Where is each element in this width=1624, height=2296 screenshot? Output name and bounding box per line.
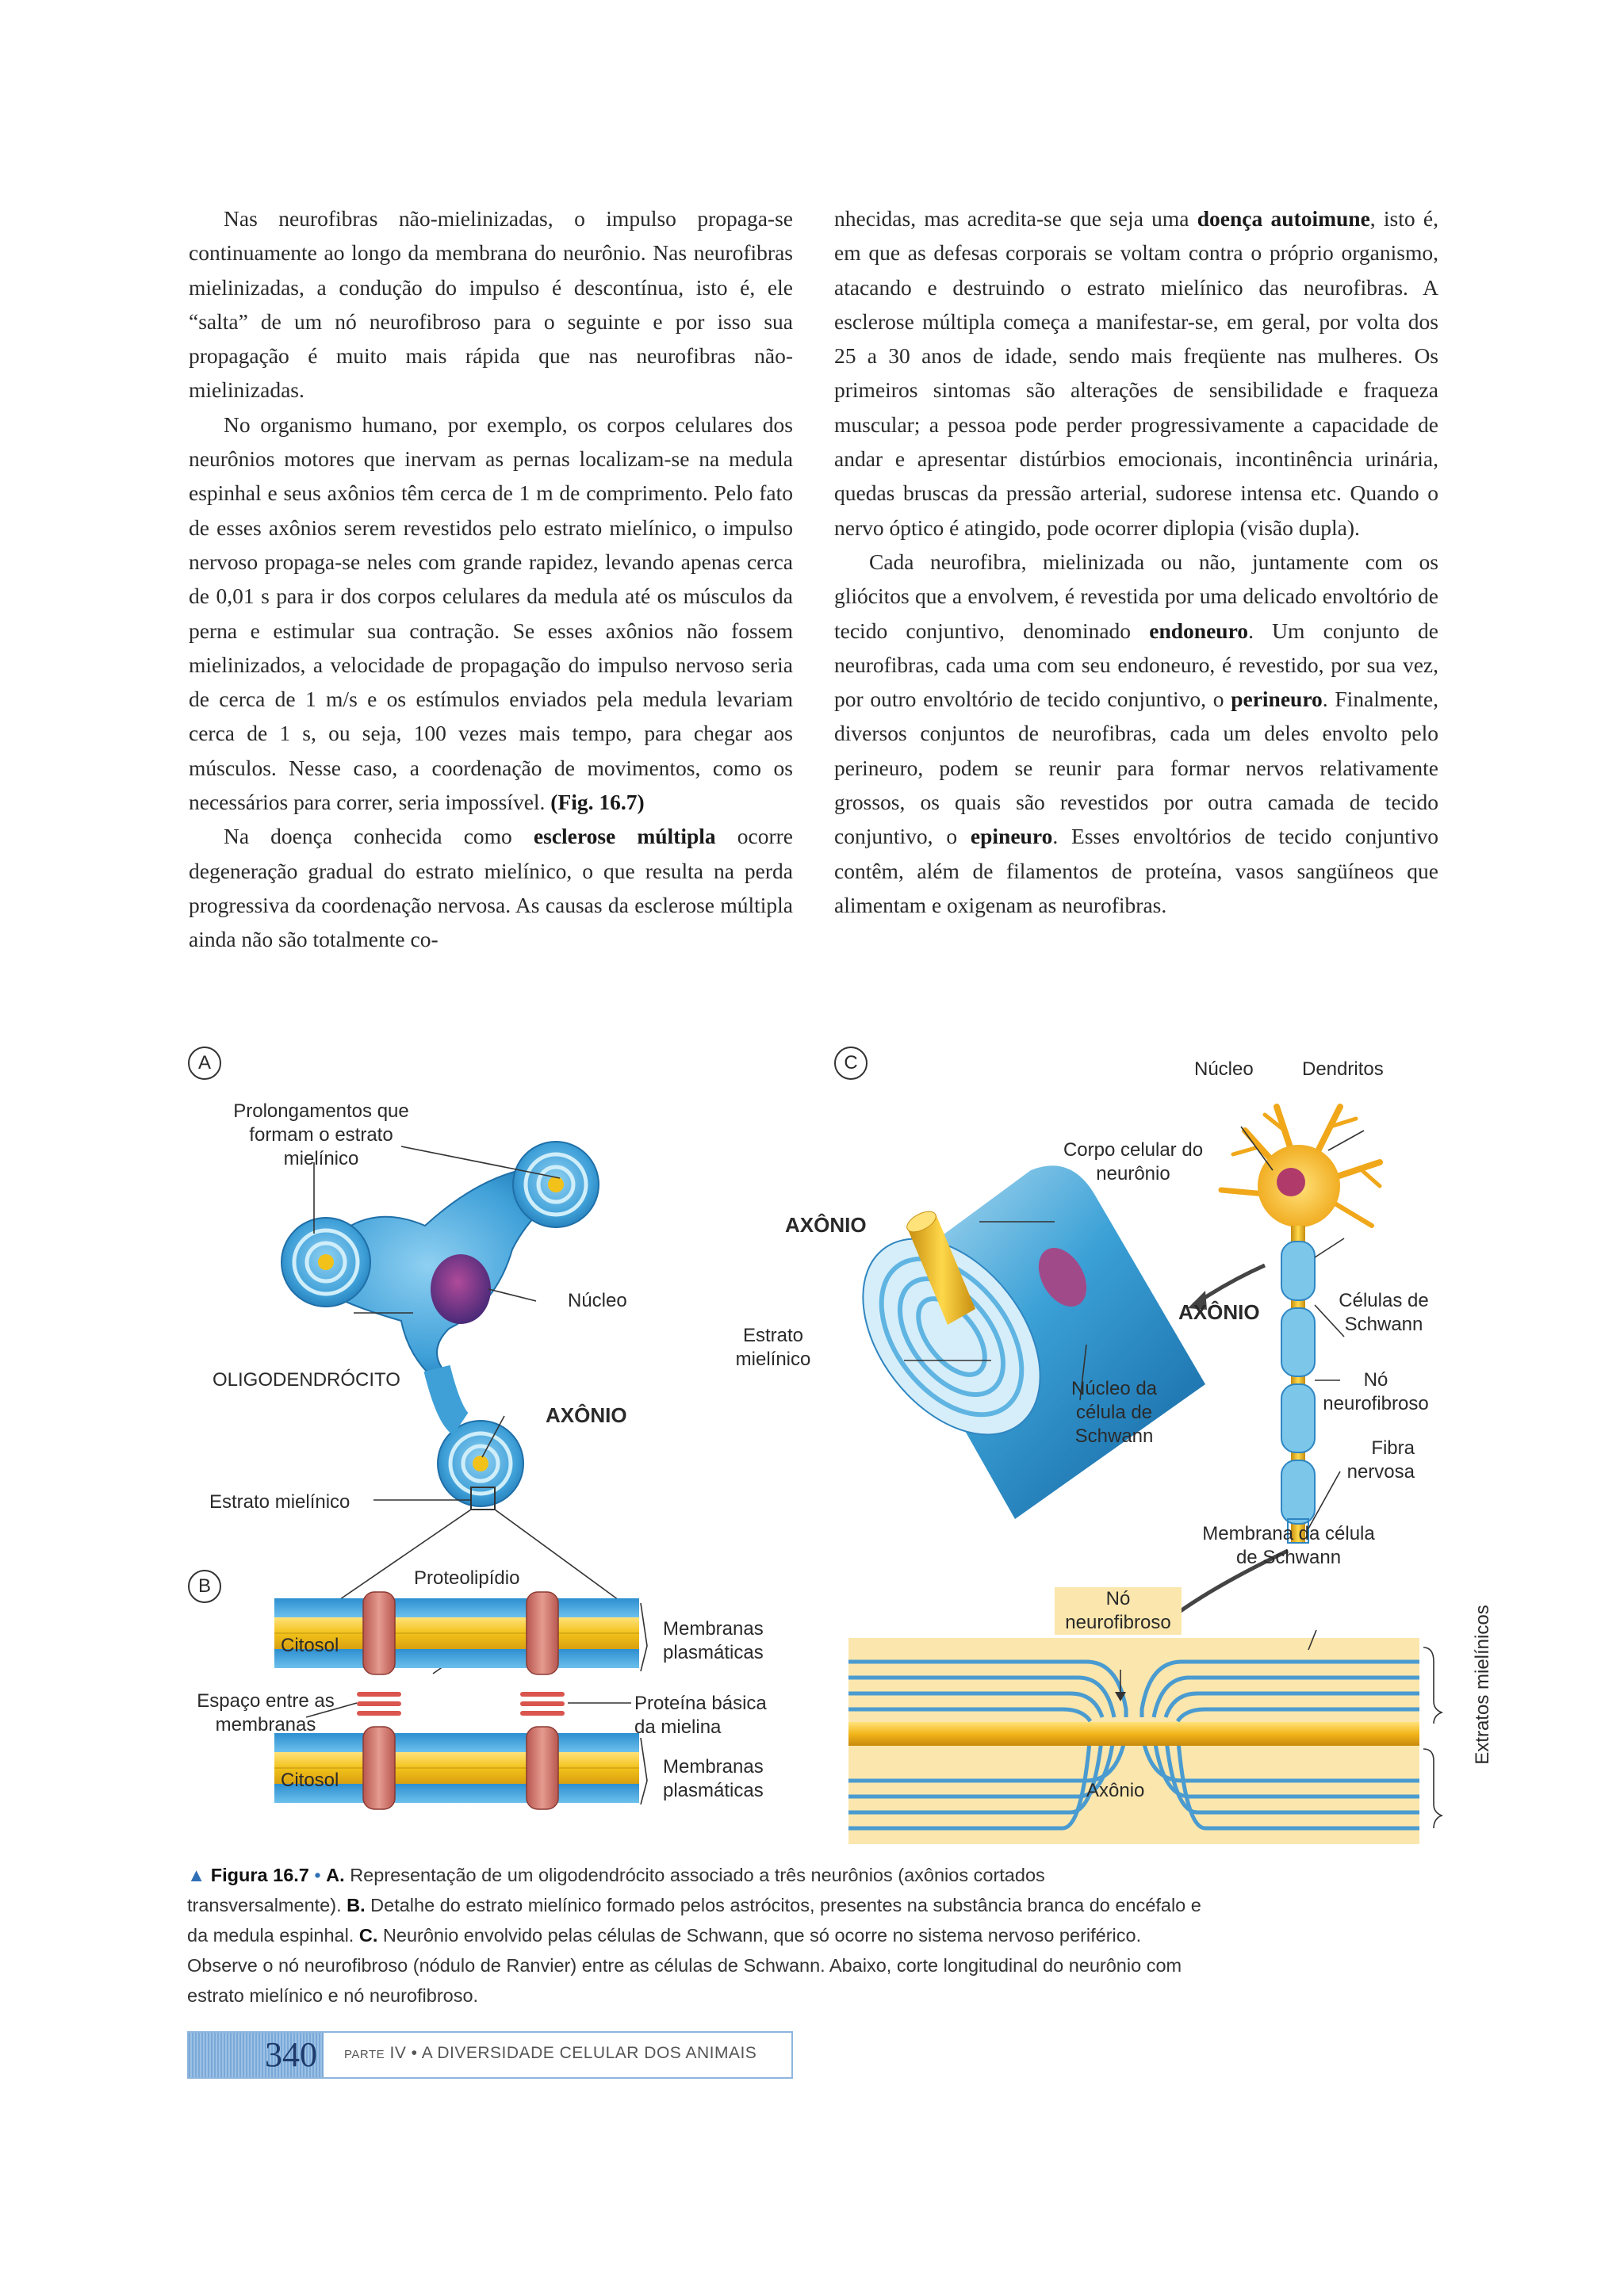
label-proteolipidio: Proteolipídio	[414, 1567, 520, 1589]
node-longitudinal-section	[848, 1638, 1419, 1844]
caption-triangle-icon: ▲	[187, 1865, 206, 1885]
label-estrato-a: Estrato mielínico	[209, 1491, 350, 1513]
label-dendritos: Dendritos	[1302, 1058, 1384, 1080]
paragraph: No organismo humano, por exemplo, os corpos celulares dos neurônios motores que inervam as pernas localizam-se na medula espinhal e seus axônios têm cerca de 1 m de comprimento. Pelo fato de esses axônios serem revestidos pelo estrato mielínico, o impulso nervoso propaga-se neles com grande rapidez, levando apenas cerca de 0,01 s para ir dos corpos celulares da medula até os músculos da perna e estimular sua contração. Se esses axônios não fossem mielinizados, a velocidade de propagação do impulso nervoso seria de cerca de 1 m/s e os estímulos enviados pela medula levariam cerca de 1 s, ou seja, 100 vezes mais tempo, para chegar aos músculos. Nesse caso, a coordenação de movimentos, como os necessários para correr, seria impossível. (Fig. 16.7)	[189, 411, 793, 815]
label-corpo-celular: Corpo celular do neurônio	[1063, 1139, 1204, 1184]
label-nucleo-a: Núcleo	[568, 1290, 627, 1311]
term-endoneuro: endoneuro	[1149, 618, 1249, 643]
panel-a-marker: A	[188, 1047, 221, 1080]
label-citosol-2: Citosol	[281, 1770, 339, 1791]
figure-caption: ▲ Figura 16.7 • A. Representação de um oligodendrócito associado a três neurônios (axônios cortados transversalmente). B. Detalhe do estrato mielínico formado pelos astrócitos, presentes na substância branca do encéfalo e da medula espinhal. C. Neurônio envolvido pelas células de Schwann, que só ocorre no sistema nervoso periférico. Observe o nó neurofibroso (nódulo de Ranvier) entre as células de Schwann. Abaixo, corte longitudinal do neurônio com estrato mielínico e nó neurofibroso.	[187, 1865, 1201, 2006]
label-nucleo-schwann: Núcleo da célula de Schwann	[1071, 1378, 1158, 1447]
label-membranas-2: Membranas plasmáticas	[663, 1756, 764, 1801]
caption-figure-number: Figura 16.7	[210, 1865, 309, 1885]
paragraph: nhecidas, mas acredita-se que seja uma doença autoimune, isto é, em que as defesas corporais se voltam contra o próprio organismo, atacando e destruindo o estrato mielínico das neurofibras. A esclerose múltipla começa a manifestar-se, em geral, por volta dos 25 a 30 anos de idade, sendo mais freqüente nas mulheres. Os primeiros sintomas são alterações de sensibilidade e fraqueza muscular; a pessoa pode perder progressivamente a capacidade de andar e apresentar distúrbios emocionais, incontinência urinária, quedas bruscas da pressão arterial, sudorese intensa etc. Quando o nervo óptico é atingido, pode ocorrer diplopia (visão dupla).	[834, 206, 1438, 540]
label-proteina: Proteína básica da mielina	[634, 1693, 767, 1738]
term-perineuro: perineuro	[1231, 687, 1323, 712]
label-membranas-1: Membranas plasmáticas	[663, 1618, 764, 1663]
label-oligodendrocito: OLIGODENDRÓCITO	[213, 1369, 400, 1391]
label-citosol-1: Citosol	[281, 1635, 339, 1656]
page-number: 340	[189, 2033, 324, 2077]
label-prolongamentos: Prolongamentos que formam o estrato mielínico	[233, 1100, 409, 1169]
label-axonio-c-bottom: Axônio	[1086, 1780, 1145, 1801]
label-axonio-c-mid: AXÔNIO	[1178, 1300, 1260, 1324]
label-fibra-nervosa: Fibra nervosa	[1346, 1437, 1415, 1483]
label-espaco: Espaço entre as membranas	[197, 1690, 335, 1735]
label-celulas-schwann: Células de Schwann	[1339, 1290, 1429, 1335]
label-axonio-a: AXÔNIO	[546, 1403, 627, 1427]
panel-b-marker: B	[188, 1570, 221, 1603]
paragraph: Cada neurofibra, mielinizada ou não, juntamente com os gliócitos que a envolvem, é revestida por uma delicado envoltório de tecido conjuntivo, denominado endoneuro. Um conjunto de neurofibras, cada uma com seu endoneuro, é revestido, por sua vez, por outro envoltório de tecido conjuntivo, o perineuro. Finalmente, diversos conjuntos de neurofibras, cada um deles envolto pelo perineuro, podem se reunir para formar nervos relativamente grossos, os quais são revestidos por outra camada de tecido conjuntivo, o epineuro. Esses envoltórios de tecido conjuntivo contêm, além de filamentos de proteína, vasos sangüíneos que alimentam e oxigenam as neurofibras.	[834, 549, 1438, 917]
panel-c-marker: C	[834, 1047, 868, 1080]
term-epineuro: epineuro	[970, 824, 1053, 849]
page-footer	[187, 2031, 793, 2079]
footer-section: PARTE IV • A DIVERSIDADE CELULAR DOS ANIMAIS	[344, 2044, 757, 2062]
term-autoimune: doença autoimune	[1197, 206, 1370, 231]
right-column	[834, 201, 1438, 922]
label-membrana-schwann: Membrana da célula de Schwann	[1202, 1523, 1375, 1568]
figure-reference: (Fig. 16.7)	[550, 790, 645, 815]
paragraph: Na doença conhecida como esclerose múltipla ocorre degeneração gradual do estrato mielínico, o que resulta na perda progressiva da coordenação nervosa. As causas da esclerose múltipla ainda não são totalmente co-	[189, 824, 794, 952]
label-nucleo-c: Núcleo	[1194, 1058, 1254, 1080]
label-no-neurofibroso-2: Nó neurofibroso	[1055, 1587, 1182, 1635]
paragraph: Nas neurofibras não-mielinizadas, o impulso propaga-se continuamente ao longo da membrana do neurônio. Nas neurofibras mielinizadas, a condução do impulso é descontínua, isto é, ele “salta” de um nó neurofibroso para o seguinte e por isso sua propagação é muito mais rápida que nas neurofibras não-mielinizadas.	[189, 206, 793, 403]
left-column	[189, 201, 793, 957]
myelin-cylinder	[833, 1165, 1205, 1519]
label-estrato-c: Estrato mielínico	[735, 1325, 811, 1370]
oligodendrocyte-nucleus	[431, 1254, 491, 1324]
label-extratos-mielinicos: Extratos mielínicos	[1472, 1605, 1493, 1765]
label-no-neurofibroso: Nó neurofibroso	[1323, 1369, 1429, 1414]
term-esclerose: esclerose múltipla	[533, 824, 716, 849]
label-axonio-c-top: AXÔNIO	[785, 1213, 867, 1237]
